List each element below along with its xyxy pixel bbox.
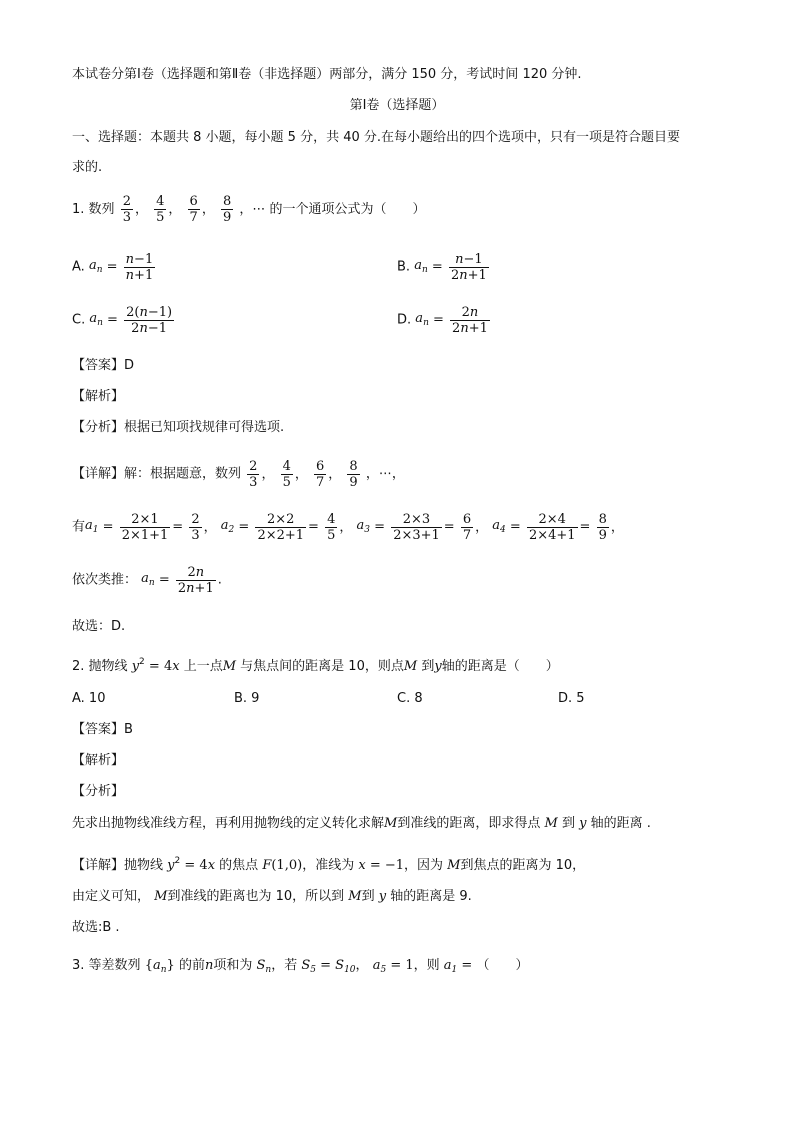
part1-title: 第Ⅰ卷（选择题）: [349, 98, 445, 113]
you-label: 有: [72, 519, 86, 535]
q1-jiexi: 【解析】: [72, 389, 125, 404]
def-d: 轴的距离是 9.: [390, 889, 472, 904]
q1-option-d: D. $a_n$ = $\frac{2n}{2n+1}$: [397, 305, 488, 336]
section1-instruction-line2: 求的.: [72, 160, 103, 175]
q2-prefix: 2. 抛物线: [72, 659, 128, 674]
q2-fenxi: 【分析】: [72, 784, 125, 799]
fraction: $\frac{n-1}{n+1}$: [125, 252, 154, 283]
q2-definition: 由定义可知， M到准线的距离也为 10，所以到 M到 y 轴的距离是 9.: [72, 889, 472, 904]
fenxi-body-a: 先求出抛物线准线方程，再利用抛物线的定义转化求解: [72, 816, 385, 831]
option-label: D.: [397, 312, 412, 328]
option-label: A.: [72, 259, 85, 275]
fenxi-body-b: 到准线的距离，即求得点: [397, 816, 541, 831]
q1-number: 1. 数列: [72, 201, 115, 217]
fraction: $\frac{2}{3}$: [191, 512, 200, 543]
yici-label: 依次类推：: [72, 572, 138, 588]
fraction: $\frac{2n}{2n+1}$: [452, 305, 488, 336]
q2-end: 轴的距离是（ ）: [441, 659, 559, 674]
q2-xiangjie: 【详解】抛物线 $y^2 = 4x$ 的焦点 F(1,0)，准线为 x = −1，因为 M到焦点的距离为 10，: [72, 856, 586, 873]
q3-mid2: 项和为: [213, 958, 253, 973]
q3-stem: 3. 等差数列 $\{a_n\}$ 的前n项和为 $S_n$，若 $S_5 = S_{10}$， $a_5 = 1$，则 $a_1$ = （ ）: [72, 958, 529, 975]
intro-text: 本试卷分第Ⅰ卷（选择题和第Ⅱ卷（非选择题）两部分，满分 150 分，考试时间 120 分钟.: [72, 67, 582, 82]
fraction: $\frac{4}{5}$: [327, 512, 336, 543]
q3-prefix: 3. 等差数列: [72, 958, 141, 973]
q1-induction: 依次类推： $a_n$ = $\frac{2n}{2n+1}$ .: [72, 565, 222, 596]
q3-mid3: ，若: [271, 958, 298, 973]
q1-conclusion: 故选：D.: [72, 619, 126, 634]
q3-mid4: ，: [355, 958, 369, 973]
option-label: C.: [72, 312, 86, 328]
def-c: 到: [361, 889, 375, 904]
xiangjie-prefix: 【详解】解：根据题意，数列: [72, 466, 242, 482]
xj-c: ，准线为: [302, 858, 355, 873]
q2-conclusion: 故选:B .: [72, 920, 120, 935]
fraction: $\frac{6}{7}$: [462, 512, 472, 543]
xj-d: ，因为: [404, 858, 444, 873]
q1-terms: 有$a_1$ = $\frac{2\times 1}{2\times 1+1}$ = $\frac{2}{3}$ ， $a_2$ = $\frac{2\times 2}{2\times 2+1}$ = $\frac{4}{5}$ ， $a_3$ = $\frac{2\times 3}{2\times 3+1}$ = $\frac{6}{7}$ ， $a_4$ = $\frac{2\times 4}{2\times 4+1}$ = $\frac{8}{9}$ ，: [72, 512, 624, 543]
def-b: 到准线的距离也为 10，所以到: [167, 889, 345, 904]
fenxi-body-d: 轴的距离 .: [590, 816, 651, 831]
q1-fenxi: 【分析】根据已知项找规律可得选项.: [72, 420, 285, 435]
fraction: $\frac{n-1}{2n+1}$: [450, 252, 487, 283]
fraction: $\frac{8}{9}$: [222, 194, 232, 225]
xj-e: 到焦点的距离为 10，: [460, 858, 586, 873]
q3-mid: 的前: [178, 958, 205, 973]
fraction: $\frac{2\times 2}{2\times 2+1}$: [257, 512, 305, 543]
fraction: $\frac{6}{7}$: [316, 459, 325, 490]
q2-fenxi-body: 先求出抛物线准线方程，再利用抛物线的定义转化求解M到准线的距离，即求得点 M 到 y 轴的距离 .: [72, 816, 651, 831]
q2-option-b: B. 9: [234, 691, 260, 706]
q3-mid5: ，则: [413, 958, 440, 973]
q2-mid3: 到: [421, 659, 435, 674]
q2-mid: 上一点: [183, 659, 223, 674]
def-a: 由定义可知，: [72, 889, 151, 904]
fenxi-body-c: 到: [561, 816, 575, 831]
q2-answer: 【答案】B: [72, 722, 133, 737]
q2-option-a: A. 10: [72, 691, 106, 706]
q1-tail: ，⋯ 的一个通项公式为（ ）: [239, 201, 426, 217]
fraction: $\frac{4}{5}$: [156, 194, 165, 225]
q2-jiexi: 【解析】: [72, 753, 125, 768]
section1-instruction-line1: 一、选择题：本题共 8 小题，每小题 5 分，共 40 分.在每小题给出的四个选项中，只有一项是符合题目要: [72, 130, 681, 145]
fraction: $\frac{2\times 1}{2\times 1+1}$: [121, 512, 169, 543]
xj-a: 【详解】抛物线: [72, 858, 164, 873]
fraction: $\frac{6}{7}$: [189, 194, 198, 225]
q1-option-a: A. $a_n$ = $\frac{n-1}{n+1}$: [72, 252, 154, 283]
q1-xiangjie: 【详解】解：根据题意，数列 $\frac{2}{3}$ ， $\frac{4}{5}$ ， $\frac{6}{7}$ ， $\frac{8}{9}$ ，⋯，: [72, 459, 405, 490]
q3-end: （ ）: [476, 958, 529, 973]
fraction: $\frac{2}{3}$: [122, 194, 131, 225]
fraction: $\frac{2(n-1)}{2n-1}$: [126, 305, 173, 336]
q1-option-c: C. $a_n$ = $\frac{2(n-1)}{2n-1}$: [72, 305, 173, 336]
option-label: B.: [397, 259, 411, 275]
q1-answer: 【答案】D: [72, 358, 135, 373]
fraction: $\frac{2n}{2n+1}$: [177, 565, 214, 596]
xiangjie-suffix: ，⋯，: [365, 466, 405, 482]
fraction: $\frac{8}{9}$: [598, 512, 607, 543]
fraction: $\frac{8}{9}$: [349, 459, 358, 490]
fraction: $\frac{2\times 4}{2\times 4+1}$: [528, 512, 576, 543]
fraction: $\frac{2}{3}$: [249, 459, 258, 490]
fraction: $\frac{4}{5}$: [282, 459, 291, 490]
q2-option-c: C. 8: [397, 691, 423, 706]
xj-b: 的焦点: [219, 858, 259, 873]
fraction: $\frac{2\times 3}{2\times 3+1}$: [393, 512, 440, 543]
q2-stem: 2. 抛物线 $y^2 = 4x$ 上一点M 与焦点间的距离是 10，则点M 到y轴的距离是（ ）: [72, 657, 559, 674]
q2-mid2: 与焦点间的距离是 10，则点: [240, 659, 404, 674]
q2-option-d: D. 5: [558, 691, 585, 706]
q1-stem: 1. 数列 $\frac{2}{3}$ ， $\frac{4}{5}$ ， $\frac{6}{7}$ ， $\frac{8}{9}$ ，⋯ 的一个通项公式为（ ）: [72, 194, 426, 225]
q1-option-b: B. $a_n$ = $\frac{n-1}{2n+1}$: [397, 252, 487, 283]
